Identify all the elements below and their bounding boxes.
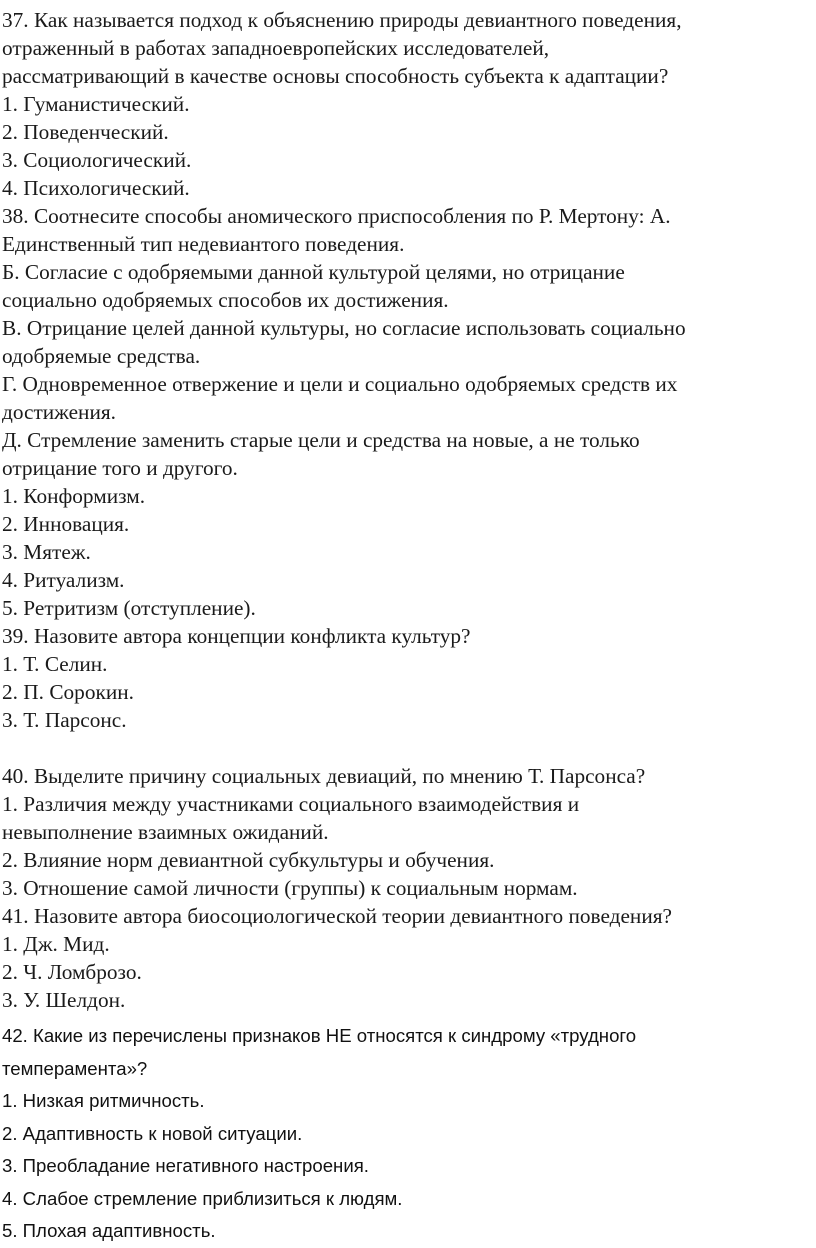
text-line: 37. Как называется подход к объяснению природы девиантного поведения, — [2, 8, 682, 32]
text-line: Д. Стремление заменить старые цели и средства на новые, а не только — [2, 428, 640, 452]
text-line: 42. Какие из перечислены признаков НЕ относятся к синдрому «трудного — [2, 1025, 637, 1046]
text-line: 2. Влияние норм девиантной субкультуры и обучения. — [2, 848, 495, 872]
text-line: 4. Слабое стремление приблизиться к людям. — [2, 1187, 403, 1209]
text-line: 1. Различия между участниками социального взаимодействия и — [2, 792, 580, 816]
text-line: В. Отрицание целей данной культуры, но согласие использовать социально — [2, 316, 686, 340]
question-42 — [2, 1014, 812, 1248]
text-line: 2. П. Сорокин. — [2, 680, 134, 704]
text-line: 3. Мятеж. — [2, 540, 91, 564]
text-line: 2. Адаптивность к новой ситуации. — [2, 1122, 303, 1144]
text-line: Г. Одновременное отвержение и цели и социально одобряемых средств их — [2, 372, 678, 396]
text-line: 2. Ч. Ломброзо. — [2, 960, 142, 984]
text-line: одобряемые средства. — [2, 344, 201, 368]
questions-40-41 — [2, 762, 812, 1014]
text-line: невыполнение взаимных ожиданий. — [2, 820, 329, 844]
text-line: отрицание того и другого. — [2, 456, 238, 480]
text-line: 4. Психологический. — [2, 176, 190, 200]
blank-line — [2, 734, 812, 762]
text-line: 4. Ритуализм. — [2, 568, 125, 592]
text-line: 38. Соотнесите способы аномического приспособления по Р. Мертону: А. — [2, 204, 671, 228]
text-line: социально одобряемых способов их достижения. — [2, 288, 449, 312]
text-line: 5. Плохая адаптивность. — [2, 1220, 216, 1241]
text-line: Единственный тип недевиантого поведения. — [2, 232, 405, 256]
text-line: достижения. — [2, 400, 116, 424]
text-line: отраженный в работах западноевропейских исследователей, — [2, 36, 550, 60]
text-line: 39. Назовите автора концепции конфликта культур? — [2, 624, 471, 648]
text-line: 40. Выделите причину социальных девиаций, по мнению Т. Парсонса? — [2, 764, 646, 788]
questions-37-39 — [2, 0, 812, 734]
text-line: 2. Поведенческий. — [2, 120, 169, 144]
text-line: 1. Т. Селин. — [2, 652, 108, 676]
text-line: 5. Ретритизм (отступление). — [2, 596, 256, 620]
document-page — [2, 0, 812, 1248]
text-line: 2. Инновация. — [2, 512, 130, 536]
text-line: 3. Отношение самой личности (группы) к социальным нормам. — [2, 876, 578, 900]
text-line: 1. Конформизм. — [2, 484, 146, 508]
text-line: 3. Преобладание негативного настроения. — [2, 1155, 369, 1176]
text-line: рассматривающий в качестве основы способность субъекта к адаптации? — [2, 64, 669, 88]
text-line: 3. Т. Парсонс. — [2, 708, 127, 732]
text-line: Б. Согласие с одобряемыми данной культурой целями, но отрицание — [2, 260, 625, 284]
text-line: 1. Гуманистический. — [2, 92, 190, 116]
text-line: 1. Дж. Мид. — [2, 932, 110, 956]
text-line: 3. У. Шелдон. — [2, 988, 126, 1012]
text-line: 41. Назовите автора биосоциологической теории девиантного поведения? — [2, 904, 672, 928]
text-line: 1. Низкая ритмичность. — [2, 1090, 205, 1111]
text-line: темперамента»? — [2, 1057, 148, 1079]
text-line: 3. Социологический. — [2, 148, 192, 172]
